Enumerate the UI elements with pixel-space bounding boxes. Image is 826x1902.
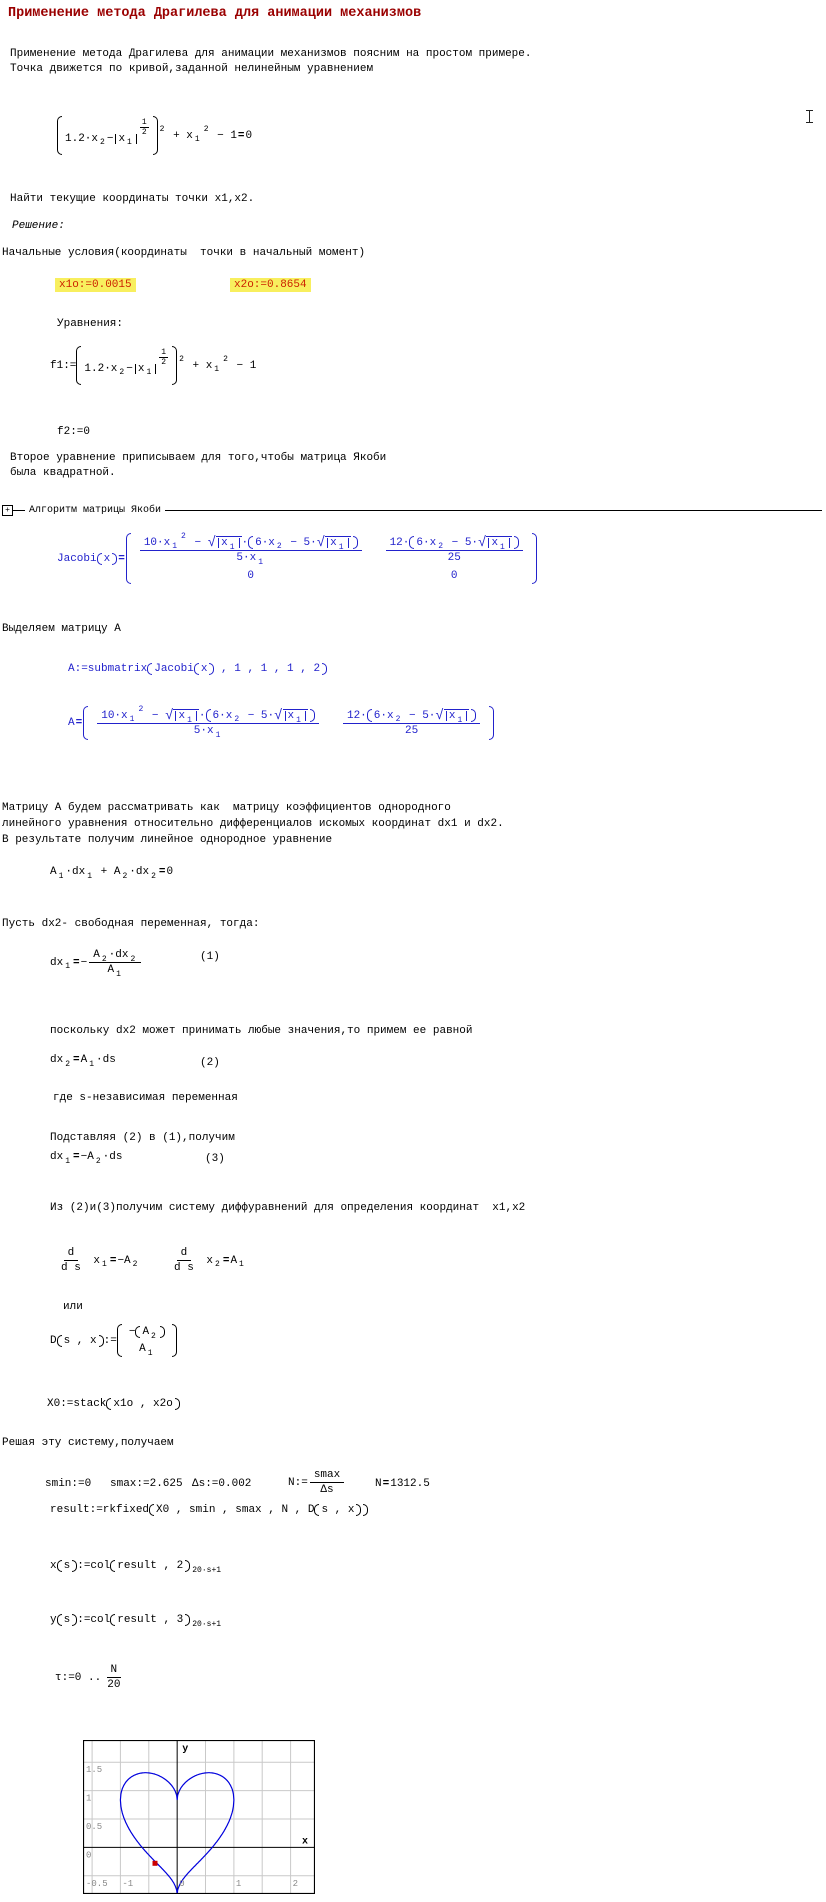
- intro-line-1: Применение метода Драгилева для анимации механизмов поясним на простом примере.: [10, 48, 532, 60]
- rule-segment: [13, 510, 25, 511]
- math-jacobi-matrix[interactable]: Jacobi x = 10·x 1 2 − √ x 1 · 6·x 2 − 5· √ x 1 5·x 1 12· 6·x 2 − 5· √ x 1 25 0 0: [57, 533, 537, 584]
- svg-text:1: 1: [86, 1793, 92, 1804]
- since-dx2-text: поскольку dx2 может принимать любые значения,то примем ее равной: [50, 1025, 473, 1037]
- svg-text:-0.5: -0.5: [86, 1878, 108, 1889]
- initial-conditions-label: Начальные условия(координаты точки в начальный момент): [2, 247, 366, 259]
- math-tau-range[interactable]: τ:=0 .. $\frac{N}{20}$: [55, 1664, 121, 1691]
- svg-text:-1: -1: [122, 1879, 134, 1889]
- intro-line-2: Точка движется по кривой,заданной нелинейным уравнением: [10, 63, 374, 75]
- math-f1-definition[interactable]: f1:= 1.2·x 2 − x 1 1 2 2 + x 1 2 − 1: [50, 346, 256, 385]
- svg-text:y: y: [182, 1744, 189, 1755]
- svg-text:0.5: 0.5: [86, 1822, 103, 1832]
- math-rkfixed[interactable]: result:=rkfixed X0 , smin , smax , N , D s , x: [50, 1504, 368, 1516]
- solving-text: Решая эту систему,получаем: [2, 1437, 174, 1449]
- equations-label: Уравнения:: [57, 318, 124, 330]
- math-x-of-s[interactable]: x s :=col result , 2 20·s+1: [50, 1560, 222, 1575]
- math-x0-stack[interactable]: X0:=stack x1o , x2o: [47, 1398, 180, 1410]
- section-title: Алгоритм матрицы Якоби: [29, 504, 162, 516]
- math-f2-definition[interactable]: f2:=0: [57, 426, 91, 438]
- equation-number-1: (1): [200, 951, 220, 963]
- math-curve-equation[interactable]: 1.2·x 2 − x 1 1 2 2 + x 1 2 − 1 = 0: [57, 116, 252, 155]
- math-n-value[interactable]: N = 1312.5: [375, 1478, 430, 1490]
- matrix-explanation-3: В результате получим линейное однородное уравнение: [2, 834, 333, 846]
- math-d-vector[interactable]: D s , x := − A 2 A 1: [50, 1324, 177, 1357]
- math-linear-equation[interactable]: A 1 ·dx 1 + A 2 ·dx 2 = 0: [50, 866, 174, 881]
- rule-line: [165, 510, 822, 511]
- svg-text:1.5: 1.5: [86, 1765, 103, 1776]
- substituting-text: Подставляя (2) в (1),получим: [50, 1132, 235, 1144]
- math-ode-x1[interactable]: $\frac{d}{\text{d s}}$ x 1 = −A 2: [61, 1247, 138, 1274]
- math-delta-s[interactable]: Δs:=0.002: [192, 1478, 252, 1490]
- math-submatrix-definition[interactable]: A:=submatrix Jacobi x , 1 , 1 , 1 , 2: [68, 663, 327, 675]
- equation-number-3: (3): [205, 1153, 225, 1165]
- let-dx2-text: Пусть dx2- свободная переменная, тогда:: [2, 918, 260, 930]
- equation-number-2: (2): [200, 1057, 220, 1069]
- page-title: Применение метода Драгилева для анимации механизмов: [8, 6, 422, 21]
- math-x1o-definition[interactable]: x1o:=0.0015: [55, 278, 136, 292]
- math-x2o-definition[interactable]: x2o:=0.8654: [230, 278, 311, 292]
- math-n-definition[interactable]: N:= $\frac{smax}{\Delta s}$: [288, 1468, 346, 1497]
- solution-label: Решение:: [12, 220, 65, 232]
- select-matrix-label: Выделяем матрицу A: [2, 623, 121, 635]
- or-label: или: [63, 1301, 83, 1313]
- jacobi-note-line-1: Второе уравнение приписываем для того,чтобы матрица Якоби: [10, 452, 387, 464]
- text-ibeam-cursor: [806, 110, 813, 123]
- math-dx2-expression[interactable]: dx 2 = A 1 ·ds: [50, 1054, 116, 1069]
- math-smax[interactable]: smax:=2.625: [110, 1478, 183, 1490]
- svg-text:1: 1: [235, 1879, 242, 1889]
- jacobi-note-line-2: была квадратной.: [10, 467, 116, 479]
- math-smin[interactable]: smin:=0: [45, 1478, 92, 1490]
- math-y-of-s[interactable]: y s :=col result , 3 20·s+1: [50, 1614, 222, 1629]
- trajectory-plot[interactable]: [83, 1740, 315, 1894]
- matrix-explanation-1: Матрицу A будем рассматривать как матрицу коэффициентов однородного: [2, 802, 451, 814]
- math-dx1-result[interactable]: dx 1 = −A 2 ·ds: [50, 1151, 123, 1166]
- svg-text:0: 0: [86, 1850, 92, 1861]
- where-s-text: где s-независимая переменная: [53, 1092, 238, 1104]
- matrix-explanation-2: линейного уравнения относительно дифференциалов искомых координат dx1 и dx2.: [2, 818, 504, 830]
- system-text: Из (2)и(3)получим систему диффуравнений для определения координат x1,x2: [50, 1202, 526, 1214]
- math-matrix-a-result[interactable]: A = 10·x 1 2 − √ x 1 · 6·x 2 − 5· √ x 1 5·x 1 12· 6·x 2 − 5· √ x 1 25: [68, 706, 494, 740]
- collapsed-area-header: [2, 504, 822, 516]
- svg-text:0: 0: [179, 1879, 185, 1889]
- svg-text:x: x: [302, 1836, 309, 1848]
- task-text: Найти текущие координаты точки x1,x2.: [10, 193, 255, 205]
- math-dx1-expression[interactable]: dx 1 = − A 2 ·dx 2 A 1: [50, 948, 143, 977]
- svg-text:2: 2: [292, 1879, 299, 1889]
- math-ode-x2[interactable]: $\frac{d}{\text{d s}}$ x 2 = A 1: [174, 1247, 244, 1274]
- expand-plus-icon[interactable]: +: [2, 505, 13, 516]
